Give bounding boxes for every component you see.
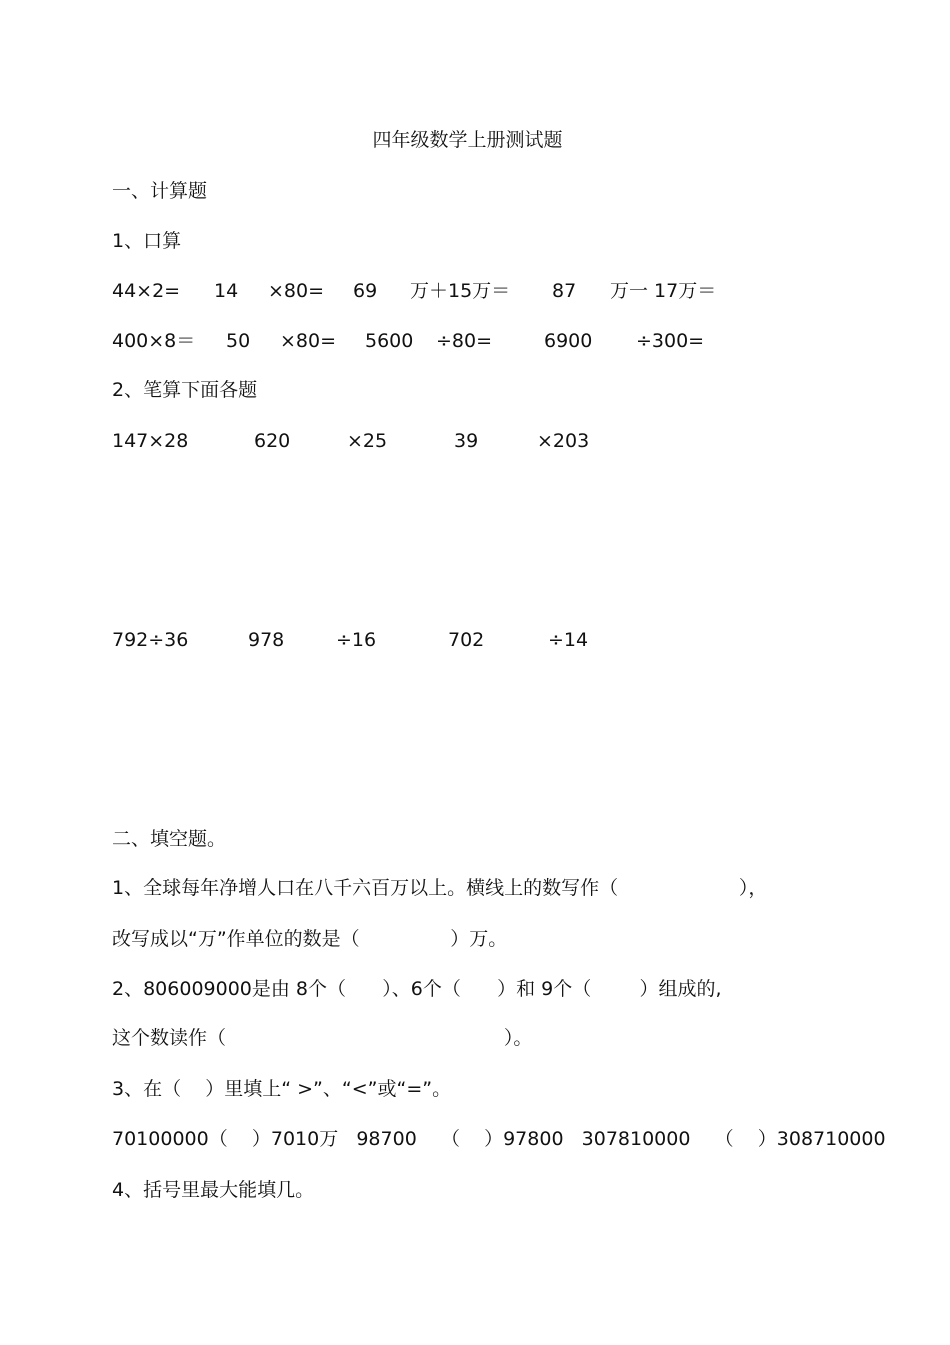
problem-text: ÷300= bbox=[636, 330, 705, 352]
problem-text: 87 bbox=[552, 280, 577, 302]
question-3-comparisons: 70100000（ ）7010万 98700 （ ）97800 307810000 （ ）308710000 bbox=[112, 1128, 886, 1150]
section-heading-calculation: 一、计算题 bbox=[112, 180, 208, 202]
problem-text: 978 bbox=[248, 629, 285, 651]
problem-text: ×80= bbox=[280, 330, 337, 352]
problem-text: ×80= bbox=[268, 280, 325, 302]
problem-text: ÷80= bbox=[436, 330, 493, 352]
page-title: 四年级数学上册测试题 bbox=[372, 129, 563, 151]
problem-text: 792÷36 bbox=[112, 629, 189, 651]
subsection-written-calc: 2、笔算下面各题 bbox=[112, 379, 258, 401]
problem-text: 620 bbox=[254, 430, 291, 452]
problem-text: 69 bbox=[353, 280, 378, 302]
problem-text: 44×2= bbox=[112, 280, 181, 302]
problem-text: ÷16 bbox=[336, 629, 377, 651]
problem-text: 6900 bbox=[544, 330, 593, 352]
problem-text: ÷14 bbox=[548, 629, 589, 651]
problem-text: 50 bbox=[226, 330, 251, 352]
problem-text: 5600 bbox=[365, 330, 414, 352]
question-1-line-2: 改写成以“万”作单位的数是（ ）万。 bbox=[112, 928, 508, 950]
question-2-line-2: 这个数读作（ ）。 bbox=[112, 1027, 533, 1049]
problem-text: 万＋15万＝ bbox=[410, 280, 511, 302]
question-3: 3、在（ ）里填上“ >”、“<”或“=”。 bbox=[112, 1078, 452, 1100]
question-1-line-1: 1、全球每年净增人口在八千六百万以上。横线上的数写作（ ）， bbox=[112, 877, 768, 899]
problem-text: 14 bbox=[214, 280, 239, 302]
question-2-line-1: 2、806009000是由 8个（ ）、6个（ ）和 9个（ ）组成的, bbox=[112, 978, 722, 1000]
problem-text: ×203 bbox=[537, 430, 590, 452]
subsection-mental-math: 1、口算 bbox=[112, 230, 182, 252]
problem-text: 400×8＝ bbox=[112, 330, 196, 352]
problem-text: ×25 bbox=[347, 430, 388, 452]
problem-text: 147×28 bbox=[112, 430, 189, 452]
section-heading-fill-in: 二、填空题。 bbox=[112, 828, 227, 850]
problem-text: 702 bbox=[448, 629, 485, 651]
problem-text: 39 bbox=[454, 430, 479, 452]
question-4: 4、括号里最大能填几。 bbox=[112, 1179, 315, 1201]
problem-text: 万一 17万＝ bbox=[610, 280, 717, 302]
